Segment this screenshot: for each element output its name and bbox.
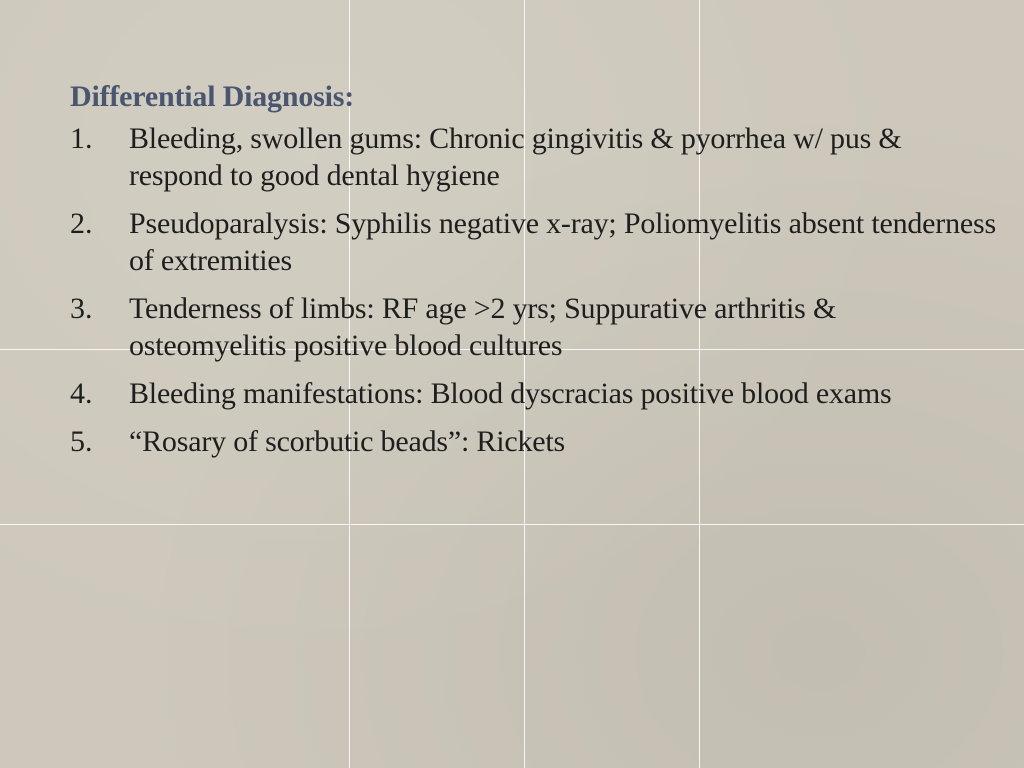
list-item-text: Bleeding, swollen gums: Chronic gingivitis & pyorrhea w/ pus & respond to good dental hygiene: [129, 122, 902, 192]
list-item: [70, 375, 1000, 412]
list-item: [70, 423, 1000, 460]
list-item: [70, 205, 1000, 279]
list-item-text: Pseudoparalysis: Syphilis negative x-ray; Poliomyelitis absent tenderness of extremities: [129, 207, 996, 277]
slide-heading: Differential Diagnosis:: [70, 80, 354, 113]
list-item-text: “Rosary of scorbutic beads”: Rickets: [129, 425, 566, 458]
list-item-number: 4.: [70, 377, 93, 410]
list-item: [70, 120, 1000, 194]
list-item-number: 5.: [70, 425, 93, 458]
list-item-text: Bleeding manifestations: Blood dyscracias positive blood exams: [129, 377, 892, 410]
list-item-number: 1.: [70, 122, 93, 155]
list-item-number: 2.: [70, 207, 93, 240]
diagnosis-list: [70, 120, 1000, 460]
slide-content: [70, 78, 1000, 471]
list-item: [70, 290, 1000, 364]
grid-line-horizontal: [0, 524, 1024, 525]
list-item-number: 3.: [70, 292, 93, 325]
list-item-text: Tenderness of limbs: RF age >2 yrs; Suppurative arthritis & osteomyelitis positive blood cultures: [129, 292, 837, 362]
